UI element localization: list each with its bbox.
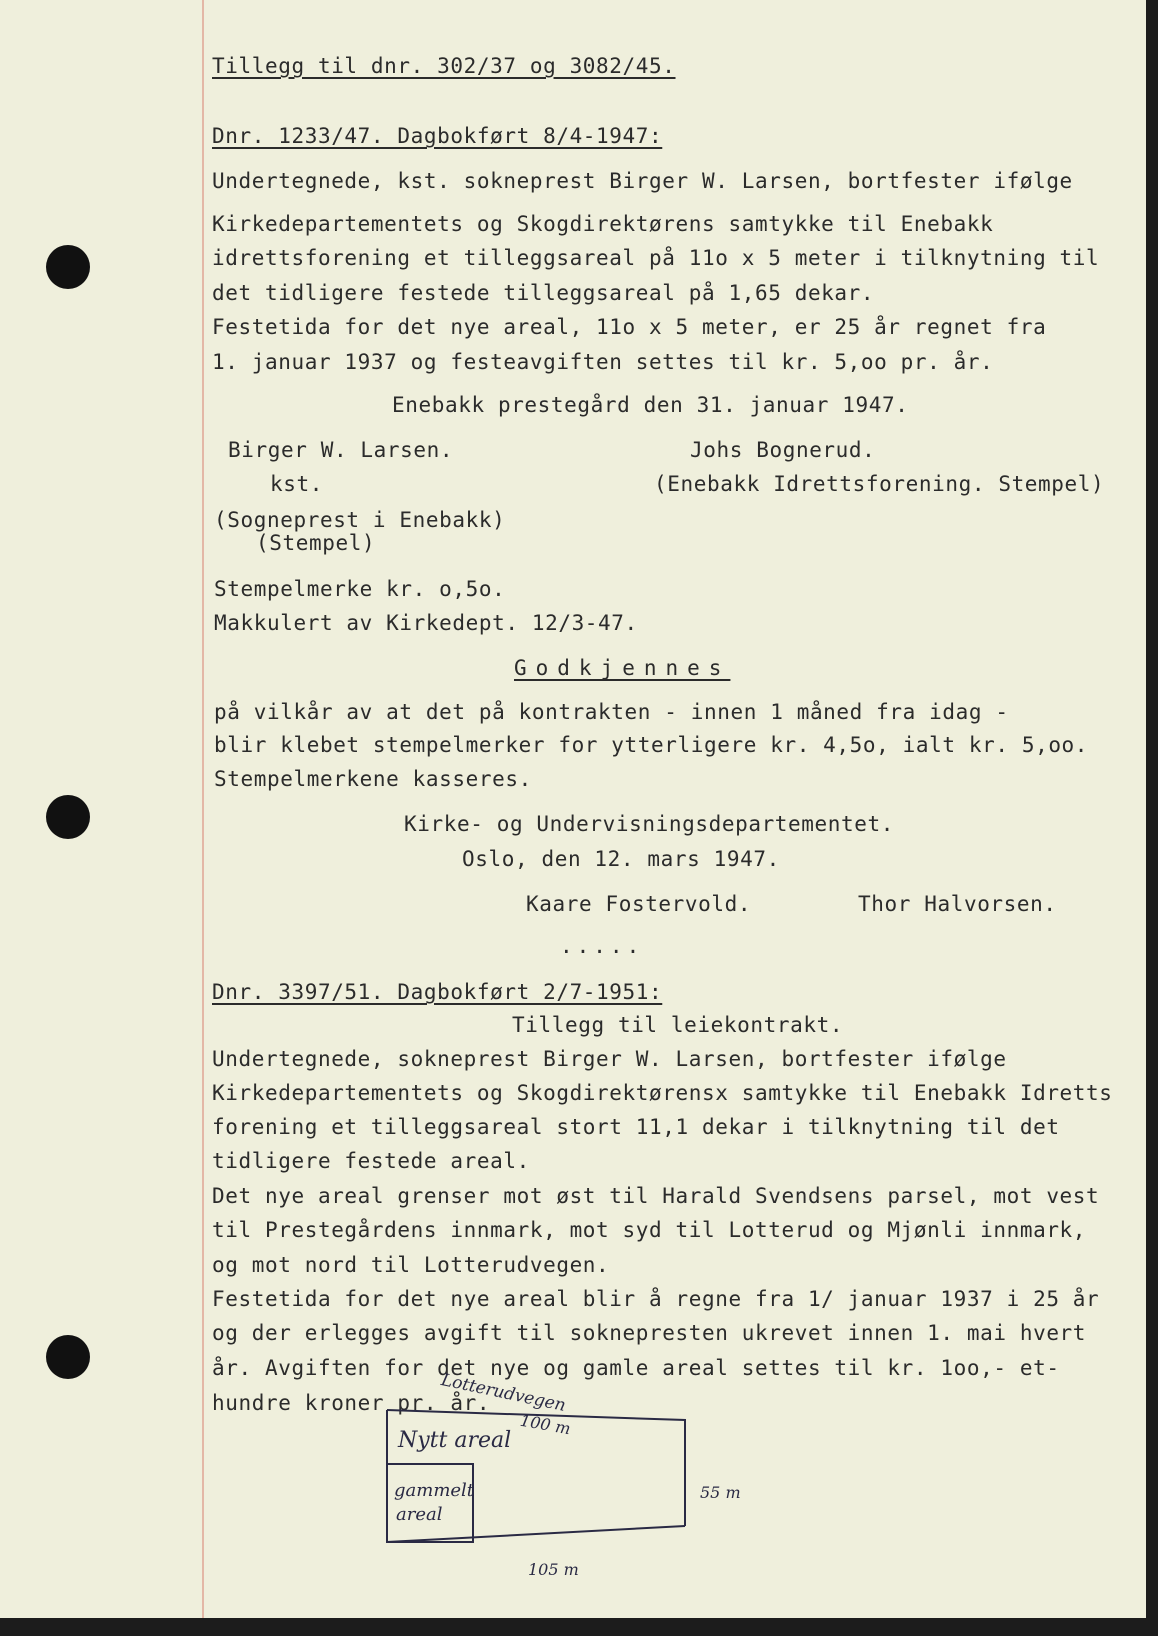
text-line: idrettsforening et tilleggsareal på 11o x 5 meter i tilknytning til [212, 246, 1100, 270]
text-line: til Prestegårdens innmark, mot syd til Lotterud og Mjønli innmark, [212, 1218, 1087, 1242]
stamp-note: (Stempel) [256, 531, 376, 555]
south-border [387, 1526, 685, 1542]
signature-title: kst. [270, 472, 323, 496]
text-line: Stempelmerke kr. o,5o. [214, 577, 506, 601]
dimension-label: 100 m [518, 1410, 573, 1439]
punch-hole [46, 1335, 90, 1379]
place-date-line: Enebakk prestegård den 31. januar 1947. [392, 393, 909, 417]
text-line: Festetida for det nye areal, 11o x 5 meter, er 25 år regnet fra [212, 315, 1047, 339]
text-line: det tidligere festede tilleggsareal på 1,65 dekar. [212, 281, 875, 305]
entry-heading: Dnr. 1233/47. Dagbokført 8/4-1947: [212, 124, 663, 148]
stamp-note: (Enebakk Idrettsforening. Stempel) [654, 472, 1105, 496]
old-area-label: areal [396, 1504, 443, 1525]
place-date-line: Oslo, den 12. mars 1947. [462, 847, 780, 871]
text-line: 1. januar 1937 og festeavgiften settes til kr. 5,oo pr. år. [212, 350, 994, 374]
text-line: Stempelmerkene kasseres. [214, 767, 532, 791]
text-line: Det nye areal grenser mot øst til Harald Svendsens parsel, mot vest [212, 1184, 1100, 1208]
old-area-label: gammelt [394, 1480, 475, 1501]
text-line: Kirkedepartementets og Skogdirektørens samtykke til Enebakk [212, 212, 994, 236]
entry-heading: Dnr. 3397/51. Dagbokført 2/7-1951: [212, 980, 663, 1004]
signature-name: Thor Halvorsen. [858, 892, 1057, 916]
signature-name: Kaare Fostervold. [526, 892, 752, 916]
text-line: blir klebet stempelmerker for ytterligere kr. 4,5o, ialt kr. 5,oo. [214, 733, 1089, 757]
old-area-box [387, 1464, 473, 1542]
approval-heading: Godkjennes [514, 656, 731, 680]
road-label: Lotterudvegen [439, 1370, 568, 1416]
text-line: Undertegnede, kst. sokneprest Birger W. Larsen, bortfester ifølge [212, 169, 1073, 193]
new-area-label: Nytt areal [398, 1428, 512, 1453]
header-line: Tillegg til dnr. 302/37 og 3082/45. [212, 54, 676, 78]
punch-hole [46, 795, 90, 839]
text-line: på vilkår av at det på kontrakten - innen 1 måned fra idag - [214, 700, 1009, 724]
text-line: forening et tilleggsareal stort 11,1 dekar i tilknytning til det [212, 1115, 1060, 1139]
signature-title: (Sogneprest i Enebakk) [214, 508, 506, 532]
text-line: og der erlegges avgift til soknepresten ukrevet innen 1. mai hvert [212, 1321, 1087, 1345]
text-line: hundre kroner pr. år. [212, 1391, 491, 1415]
punch-hole [46, 245, 90, 289]
text-line: år. Avgiften for det nye og gamle areal settes til kr. 1oo,- et- [212, 1356, 1060, 1380]
separator-dots: ..... [560, 934, 644, 958]
text-line: Festetida for det nye areal blir å regne fra 1/ januar 1937 i 25 år [212, 1287, 1100, 1311]
dimension-label: 55 m [700, 1483, 741, 1502]
text-line: og mot nord til Lotterudvegen. [212, 1253, 610, 1277]
dimension-label: 105 m [528, 1560, 579, 1579]
department-line: Kirke- og Undervisningsdepartementet. [404, 812, 894, 836]
text-line: Makkulert av Kirkedept. 12/3-47. [214, 611, 638, 635]
text-line: Undertegnede, sokneprest Birger W. Larsen, bortfester ifølge [212, 1047, 1007, 1071]
signature-name: Birger W. Larsen. [228, 438, 454, 462]
subheading: Tillegg til leiekontrakt. [512, 1013, 844, 1037]
text-line: tidligere festede areal. [212, 1149, 530, 1173]
margin-line [202, 0, 204, 1618]
text-line: Kirkedepartementets og Skogdirektørensx samtykke til Enebakk Idretts [212, 1081, 1113, 1105]
signature-name: Johs Bognerud. [690, 438, 876, 462]
